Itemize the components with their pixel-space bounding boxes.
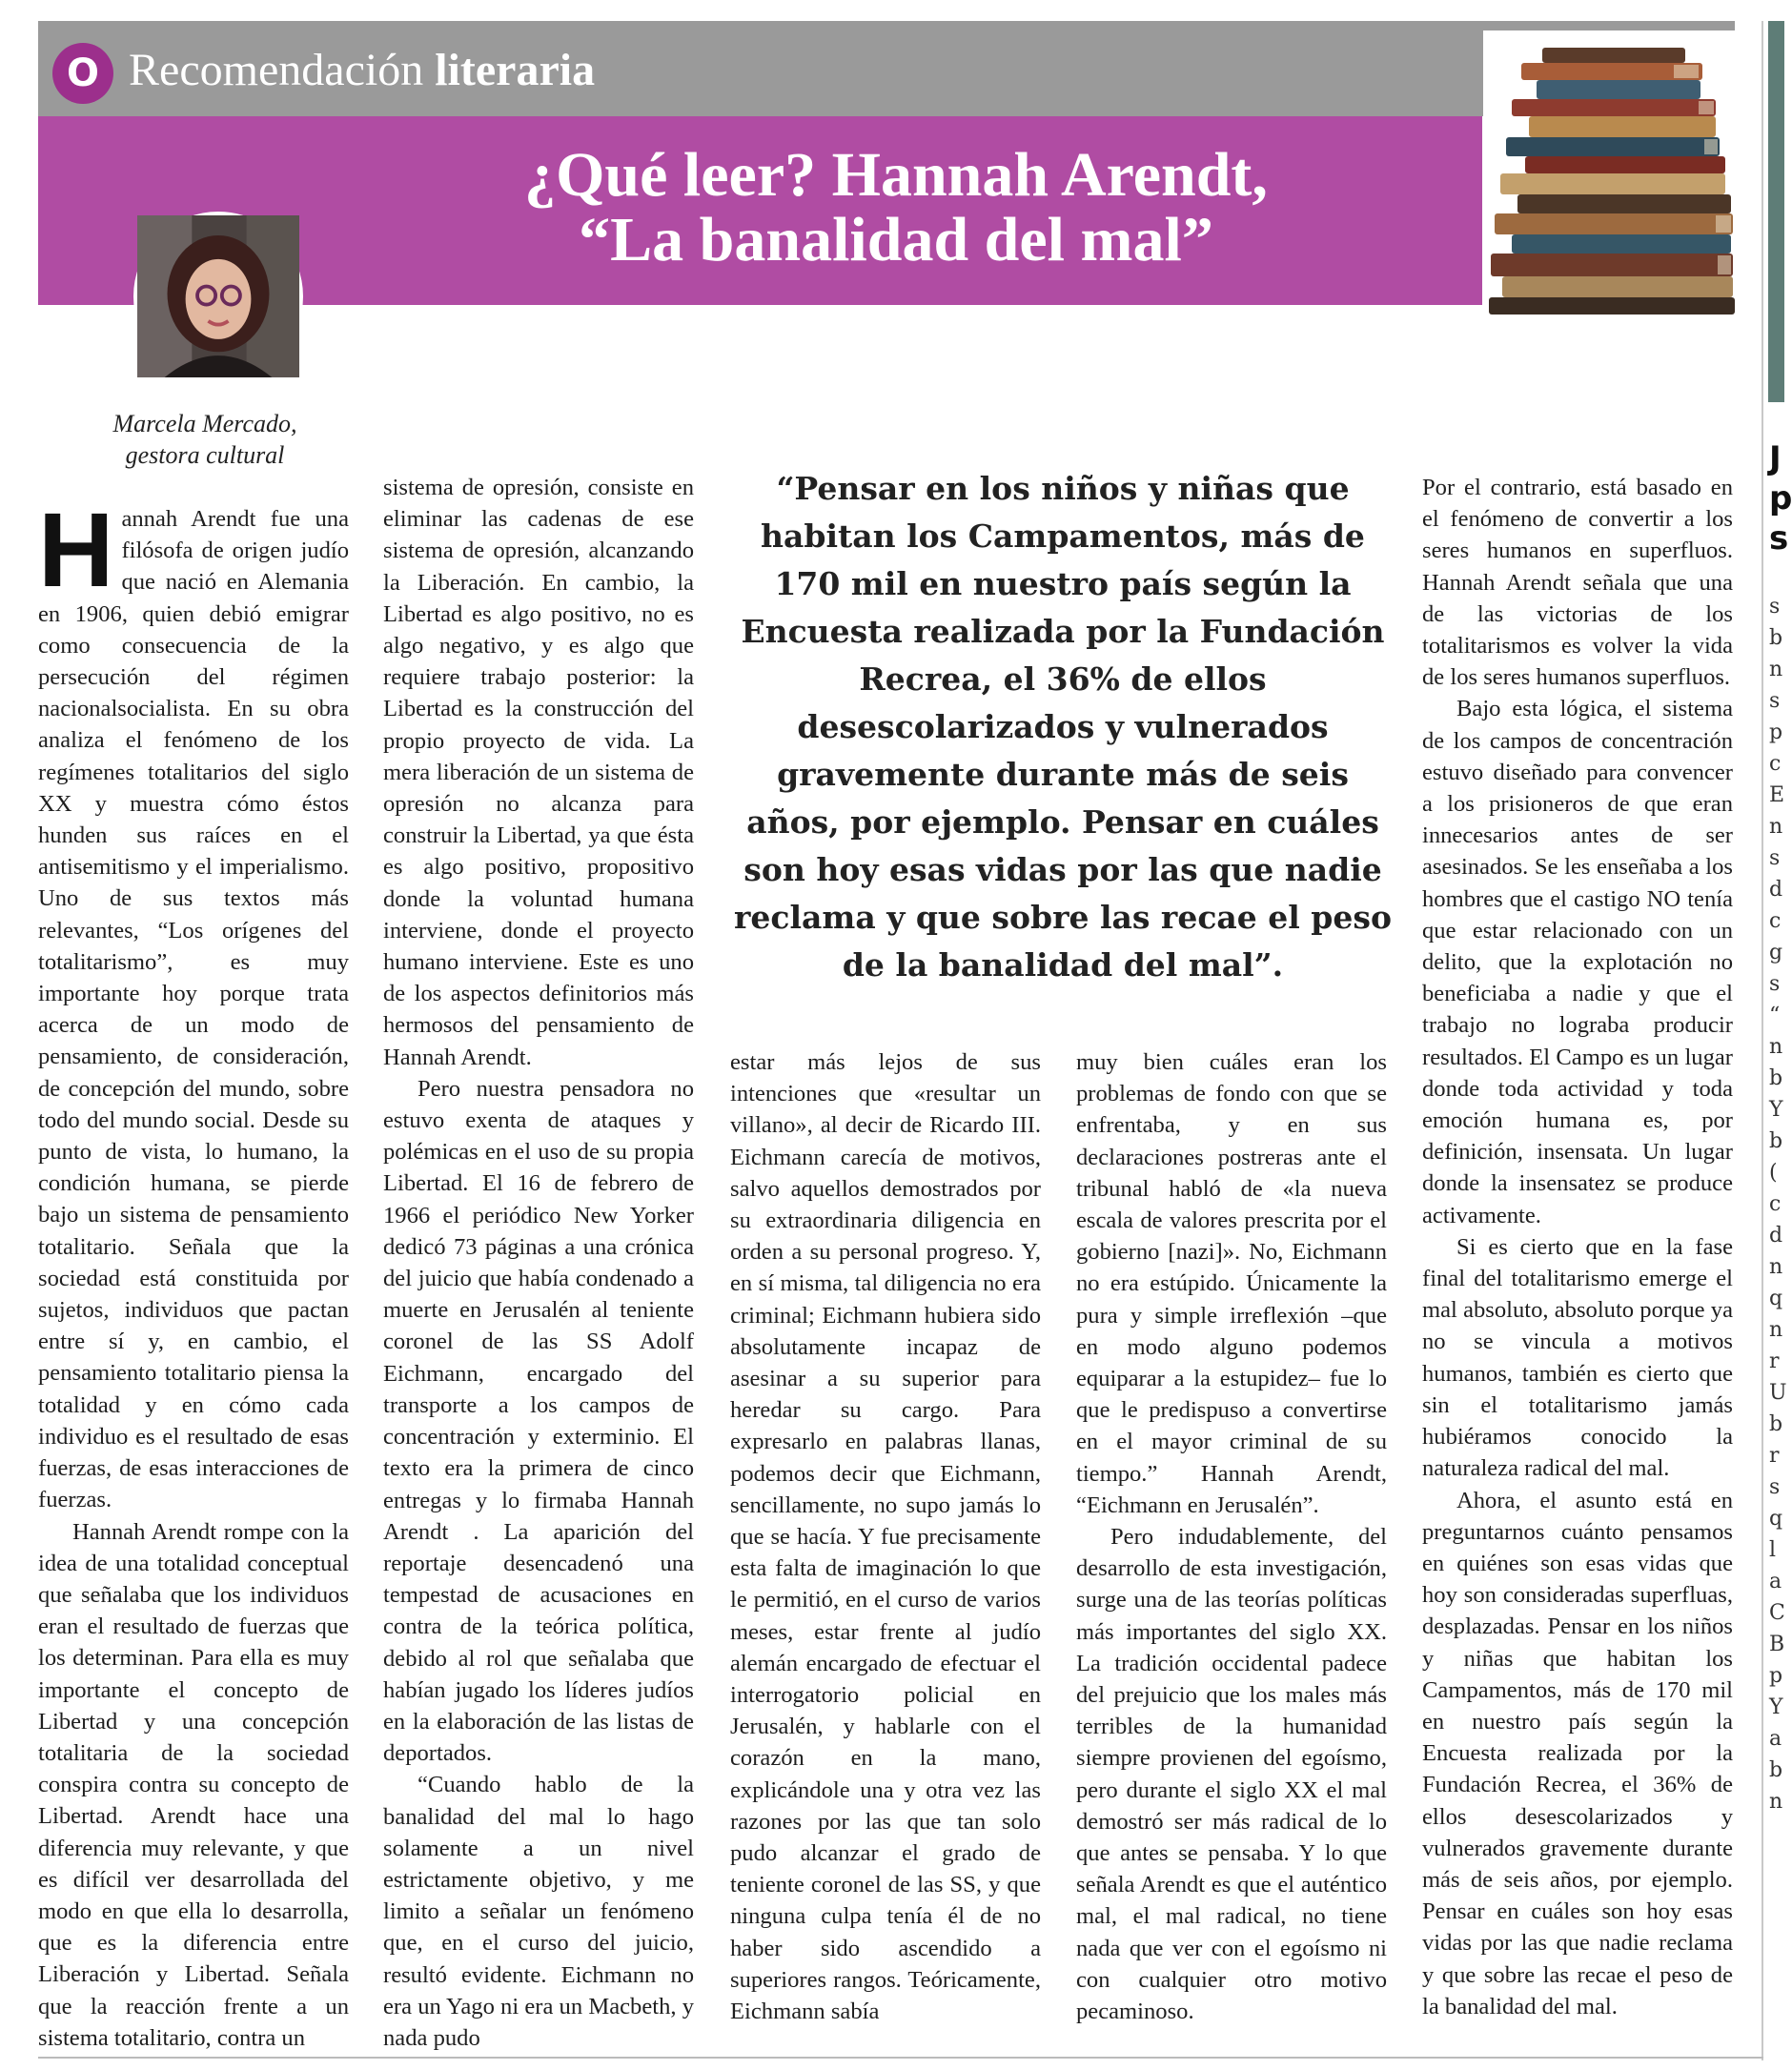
paragraph: “Cuando hablo de la banalidad del mal lo hago solamente a un nivel estrictamente objetivo, y me limito a señalar un fenómeno que, en el curso del juicio, resultó evidente. Eichmann no era un Yago ni era un Macbeth, y nada pudo [383,1772,694,2051]
paragraph-text: annah Arendt fue una filósofa de origen judío que nació en Alemania en 1906, quien debió emigrar como consecuencia de la persecución del régimen nacionalsocialista. En su obra analiza el fenómeno de los regímenes totalitarios del siglo XX y muestra cómo éstos hunden sus raíces en el antisemitismo y el imperialismo. Uno de sus textos más relevantes, “Los orígenes del totalitarismo”, es muy importante hoy porque trata acerca de un modo de pensamiento, de consideración, de concepción del mundo, sobre todo del mundo social. Desde su punto de vista, lo humano, la condición humana, se pierde bajo un sistema de pensamiento totalitario. Señala que la sociedad está constituida por sujetos, individuos que pactan entre sí y, en cambio, el pensamiento totalitario piensa la totalidad y en cómo cada individuo es el resultado de esas fuerzas, de esas interacciones de fuerzas. [38,506,349,1513]
paragraph: muy bien cuáles eran los problemas de fondo con que se enfrentaba, y en sus declaraciones postreras ante el tribunal habló de «la nueva escala de valores prescrita por el gobierno [nazi]». No, Eichmann no era estúpido. Únicamente la pura y simple irreflexión –que en modo alguno podemos equiparar a la estupidez– fue lo que le predispuso a convertirse en el mayor criminal de su tiempo.” Hannah Arendt, “Eichmann en Jerusalén”. [1076,1049,1387,1518]
drop-cap: H [38,492,114,609]
books-icon [1483,30,1735,316]
paragraph: estar más lejos de sus intenciones que «resultar un villano», al decir de Ricardo III. Eichmann carecía de motivos, salvo aquellos demostrados por su extraordinaria diligencia en orden a su personal progreso. Y, en sí misma, tal diligencia no era criminal; Eichmann hubiera sido absolutamente incapaz de asesinar a su superior para heredar su cargo. Para expresarlo en palabras llanas, podemos decir que Eichmann, sencillamente, no supo jamás lo que se hacía. Y fue precisamente esta falta de imaginación lo que le permitió, en el curso de varios meses, estar frente al judío alemán encargado de efectuar el interrogatorio policial en Jerusalén, y hablarle con el corazón en la mano, explicándole una y otra vez las razones por las que tan solo pudo alcanzar el grado de teniente coronel de las SS, y que ninguna culpa tenía él de no haber sido ascendido a superiores rangos. Teóricamente, Eichmann sabía [730,1049,1041,2025]
adjacent-text-fragment: s b n s p c E n s d c g s “ n b Y b ( c d n q n r U b r s q l a C B p Y a b n [1769,595,1787,1814]
page-bottom-rule [38,2057,1763,2059]
author-name: Marcela Mercado, [112,410,297,437]
article-column-3 [730,1046,1041,2027]
section-label-bold: literaria [435,45,596,95]
paragraph: Pero nuestra pensadora no estuvo exenta de ataques y polémicas en el uso de su propia Libertad. El 16 de febrero de 1966 el periódico New Yorker dedicó 73 páginas a una crónica del juicio que había condenado a muerte en Jerusalén al teniente coronel de las SS Adolf Eichmann, encargado del transporte a los campos de concentración y exterminio. El texto era la primera de cinco entregas y lo firmaba Hannah Arendt . La aparición del reportaje desencadenó una tempestad de acusaciones en contra de la teórica política, debido al rol que señalaba que habían jugado los líderes judíos en la elaboración de las listas de deportados. [383,1075,694,1767]
title-line-2: “La banalidad del mal” [579,205,1213,274]
paragraph: Hannah Arendt rompe con la idea de una totalidad conceptual que señalaba que los individuos eran el resultado de fuerzas que los determinan. Para ella es muy importante el concepto de Libertad y una concepción totalitaria de la sociedad conspira contra su concepto de Libertad. Arendt hace una diferencia muy relevante, y que es difícil ver desarrollada del modo en que ella lo desarrolla, que es la diferencia entre Liberación y Libertad. Señala que la reacción frente a un sistema totalitario, contra un [38,1518,349,2051]
adjacent-headline-fragment: J p s [1769,439,1792,558]
section-label [129,42,595,99]
paragraph: sistema de opresión, consiste en eliminar las cadenas de ese sistema de opresión, alcanzando la Liberación. En cambio, la Libertad es algo positivo, no es algo negativo, y es algo que requiere trabajo posterior: la Libertad es la construcción del propio proyecto de vida. La mera liberación de un sistema de opresión no alcanza para construir la Libertad, ya que ésta es algo positivo, propositivo donde la voluntad humana interviene, donde el proyecto humano interviene. Este es uno de los aspectos definitorios más hermosos del pensamiento de Hannah Arendt. [383,475,694,1070]
paragraph: Si es cierto que en la fase final del totalitarismo emerge el mal absoluto, absoluto porque ya no se vincula a motivos humanos, también es cierto que sin el totalitarismo jamás hubiéramos conocido la naturaleza radical del mal. [1422,1233,1733,1482]
adjacent-photo-strip [1768,21,1784,402]
avatar [133,212,303,381]
author-role: gestora cultural [125,441,285,469]
paragraph: Pero indudablemente, del desarrollo de esta investigación, surge una de las teorías políticas más importantes del siglo XX. La tradición occidental padece del prejuicio que los males más terribles de la humanidad siempre provienen del egoísmo, pero durante el siglo XX el mal demostró ser más radical de lo que antes se pensaba. Y lo que señala Arendt es que el auténtico mal, el mal radical, no tiene nada que ver con el egoísmo ni con cualquier otro motivo pecaminoso. [1076,1524,1387,2025]
section-label-light: Recomendación [129,45,424,95]
section-badge: O [52,43,113,104]
article-column-1 [38,492,349,2054]
byline [76,408,334,471]
author-portrait-icon [137,215,299,377]
title-line-1: ¿Qué leer? Hannah Arendt, [524,140,1268,210]
article-column-2 [383,472,694,2054]
paragraph: Por el contrario, está basado en el fenómeno de convertir a los seres humanos en superfluos. Hannah Arendt señala que una de las victorias de los totalitarismos es volver la vida de los seres humanos superfluos. [1422,475,1733,691]
article-column-5 [1422,472,1733,2022]
pull-quote: “Pensar en los niños y niñas que habitan los Campamentos, más de 170 mil en nuestro país según la Encuesta realizada por la Fundación Recrea, el 36% de ellos desescolarizados y vulnerados gravemente durante más de seis años, por ejemplo. Pensar en cuáles son hoy esas vidas por las que nadie reclama y que sobre las recae el peso de la banalidad del mal”. [734,470,1392,984]
paragraph: Ahora, el asunto está en preguntarnos cuánto pensamos en quiénes son esas vidas que hoy son consideradas superfluas, desplazadas. Pensar en los niños y niñas que habitan los Campamentos, más de 170 mil en nuestro país según la Encuesta realizada por la Fundación Recrea, el 36% de ellos desescolarizados y vulnerados gravemente durante más de seis años, por ejemplo. Pensar en cuáles son hoy esas vidas por las que nadie reclama y que sobre las recae el peso de la banalidad del mal. [1422,1487,1733,2019]
article-column-4 [1076,1046,1387,2027]
article-title [438,140,1354,274]
paragraph: Bajo esta lógica, el sistema de los campos de concentración estuvo diseñado para convencer a los prisioneros de que eran innecesarios antes de ser asesinados. Se les enseñaba a los hombres que el castigo NO tenía que estar relacionado con un delito, que la explotación no beneficiaba a nadie y que el trabajo no lograba producir resultados. El Campo es un lugar donde toda actividad y toda emoción humana es, por definición, insensata. Un lugar donde la insensatez se produce activamente. [1422,696,1733,1228]
paragraph [38,492,349,1516]
column-divider [1761,21,1763,2060]
